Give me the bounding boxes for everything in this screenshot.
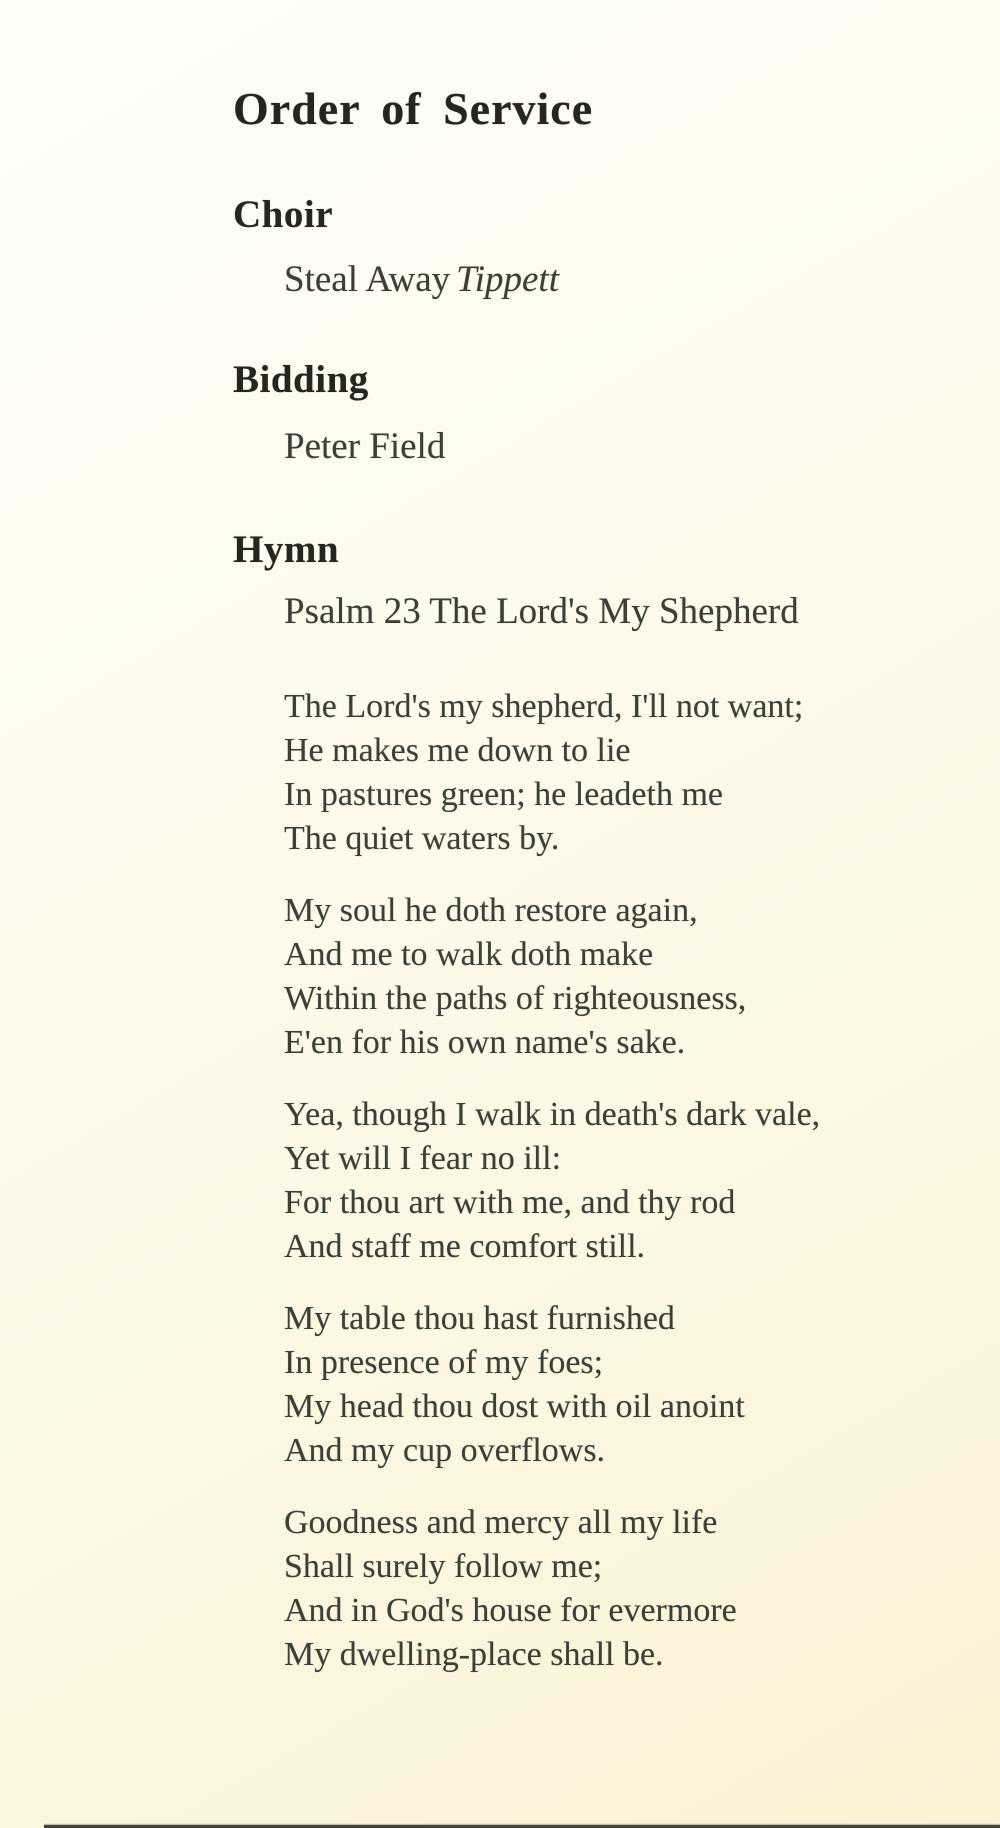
stanza-line: And staff me comfort still. <box>284 1228 646 1265</box>
stanza-line: My dwelling-place shall be. <box>284 1636 664 1673</box>
stanza-line: In pastures green; he leadeth me <box>284 776 723 813</box>
choir-piece-title: Steal Away <box>284 259 451 300</box>
hymn-title: Psalm 23 The Lord's My Shepherd <box>284 591 799 632</box>
stanza-2 <box>284 889 944 1065</box>
composer-name: Tippett <box>456 259 559 300</box>
stanza-line: Within the paths of righteousness, <box>284 980 747 1017</box>
section-heading-choir: Choir <box>233 193 333 236</box>
stanza-line: My soul he doth restore again, <box>284 892 698 929</box>
stanza-line: My head thou dost with oil anoint <box>284 1388 745 1425</box>
stanza-line: For thou art with me, and thy rod <box>284 1184 736 1221</box>
stanza-line: The quiet waters by. <box>284 820 560 857</box>
stanza-line: Goodness and mercy all my life <box>284 1504 718 1541</box>
hymn-stanzas <box>284 685 944 1705</box>
bidding-reader-name: Peter Field <box>284 426 446 467</box>
stanza-line: Yea, though I walk in death's dark vale, <box>284 1096 821 1133</box>
stanza-line: Yet will I fear no ill: <box>284 1140 562 1177</box>
stanza-line: He makes me down to lie <box>284 732 631 769</box>
stanza-line: And in God's house for evermore <box>284 1592 737 1629</box>
stanza-line: E'en for his own name's sake. <box>284 1024 686 1061</box>
stanza-line: The Lord's my shepherd, I'll not want; <box>284 688 804 725</box>
stanza-line: And my cup overflows. <box>284 1432 606 1469</box>
stanza-5 <box>284 1501 944 1677</box>
page-title: Order of Service <box>233 83 594 134</box>
stanza-line: In presence of my foes; <box>284 1344 604 1381</box>
section-heading-hymn: Hymn <box>233 528 340 571</box>
stanza-line: My table thou hast furnished <box>284 1300 675 1337</box>
stanza-3 <box>284 1093 944 1269</box>
stanza-1 <box>284 685 944 861</box>
stanza-line: Shall surely follow me; <box>284 1548 603 1585</box>
stanza-line: And me to walk doth make <box>284 936 654 973</box>
stanza-4 <box>284 1297 944 1473</box>
choir-piece-line <box>284 258 559 301</box>
section-heading-bidding: Bidding <box>233 358 369 401</box>
